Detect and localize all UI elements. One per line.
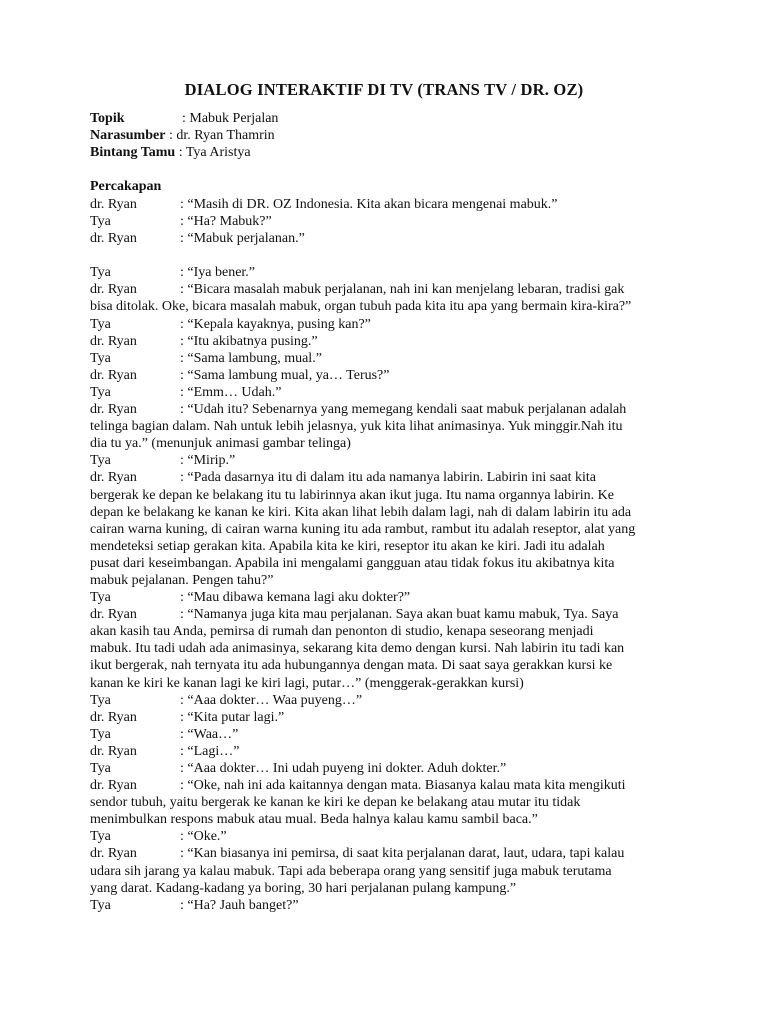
dialog-text: : “Kan biasanya ini pemirsa, di saat kita perjalanan darat, laut, udara, tapi kalau — [180, 846, 625, 862]
dialog-text: mendeteksi setiap gerakan kita. Apabila kita ke kiri, reseptor itu akan ke kiri. Jadi itu adalah — [90, 538, 605, 554]
speaker-name: dr. Ryan — [90, 709, 137, 725]
dialog-line — [90, 555, 690, 572]
meta-bintang-tamu-value: : Tya Aristya — [175, 145, 251, 160]
dialog-text: : “Itu akibatnya pusing.” — [180, 333, 318, 349]
dialog-line — [90, 487, 690, 504]
meta-topik-value: : Mabuk Perjalan — [182, 111, 279, 126]
dialog-text: : “Masih di DR. OZ Indonesia. Kita akan bicara mengenai mabuk.” — [180, 197, 558, 212]
dialog-text: : “Aaa dokter… Waa puyeng…” — [180, 692, 363, 708]
speaker-name: dr. Ryan — [90, 333, 137, 349]
meta-narasumber-value: : dr. Ryan Thamrin — [165, 128, 275, 143]
dialog-line — [90, 521, 690, 538]
dialog-text: : “Waa…” — [180, 726, 239, 742]
dialog-text: : “Namanya juga kita mau perjalanan. Saya akan buat kamu mabuk, Tya. Saya — [180, 607, 619, 623]
speaker-name: Tya — [90, 214, 111, 230]
dialog-line — [90, 572, 690, 589]
speaker-name: Tya — [90, 897, 111, 913]
dialog-line — [90, 692, 690, 709]
speaker-name: Tya — [90, 384, 111, 400]
dialog-text: : “Emm… Udah.” — [180, 384, 282, 400]
dialog-line — [90, 504, 690, 521]
dialog-text: : “Ha? Mabuk?” — [180, 214, 272, 230]
dialog-line — [90, 435, 690, 452]
dialog-line — [90, 606, 690, 623]
section-heading: Percakapan — [90, 179, 162, 194]
meta-narasumber-label: Narasumber — [90, 128, 166, 143]
dialog-line — [90, 384, 690, 401]
dialog-text: yang darat. Kadang-kadang ya boring, 30 hari perjalanan pulang kampung.” — [90, 880, 517, 896]
dialog-line — [90, 880, 690, 897]
dialog-line — [90, 760, 690, 777]
meta-topik — [90, 110, 278, 127]
dialog-line — [90, 298, 690, 315]
speaker-name: Tya — [90, 692, 111, 708]
speaker-name: dr. Ryan — [90, 743, 137, 759]
speaker-name: Tya — [90, 829, 111, 845]
dialog-line — [90, 333, 690, 350]
dialog-text: : “Aaa dokter… Ini udah puyeng ini dokter. Aduh dokter.” — [180, 761, 507, 776]
dialog-text: : “Udah itu? Sebenarnya yang memegang kendali saat mabuk perjalanan adalah — [180, 402, 627, 418]
dialog-line — [90, 777, 690, 794]
dialog-line — [90, 897, 690, 914]
dialog-text: : “Oke.” — [180, 829, 227, 845]
dialog-text: sendor tubuh, yaitu bergerak ke kanan ke kiri ke depan ke belakang atau mutar itu tidak — [90, 795, 581, 811]
dialog-line — [90, 709, 690, 726]
dialog-line — [90, 418, 690, 435]
speaker-name: dr. Ryan — [90, 367, 137, 383]
speaker-name: dr. Ryan — [90, 607, 137, 623]
dialog-line — [90, 367, 690, 384]
dialog-line — [90, 726, 690, 743]
dialog-text: cairan warna kuning, di cairan warna kuning itu ada rambut, rambut itu adalah reseptor, alat yang — [90, 521, 636, 537]
dialog-line — [90, 316, 690, 333]
conversation — [90, 196, 690, 914]
meta-bintang-tamu-label: Bintang Tamu — [90, 145, 176, 160]
dialog-text: ikut bergerak, nah ternyata itu ada hubungannya dengan mata. Di saat saya gerakkan kursi ke — [90, 658, 613, 674]
speaker-name: Tya — [90, 761, 111, 776]
speaker-name: dr. Ryan — [90, 778, 137, 794]
meta-topik-label: Topik — [90, 111, 125, 126]
dialog-text: : “Mau dibawa kemana lagi aku dokter?” — [180, 590, 411, 606]
dialog-line — [90, 589, 690, 606]
speaker-name: Tya — [90, 316, 111, 332]
dialog-text: bisa ditolak. Oke, bicara masalah mabuk, organ tubuh pada kita itu apa yang bermain kira-kira?” — [90, 299, 632, 315]
speaker-name: Tya — [90, 590, 111, 606]
dialog-text: akan kasih tau Anda, pemirsa di rumah dan penonton di studio, kenapa seseorang menjadi — [90, 624, 594, 640]
dialog-line — [90, 845, 690, 862]
document-title: DIALOG INTERAKTIF DI TV (TRANS TV / DR. OZ) — [184, 80, 584, 99]
dialog-text: kanan ke kiri ke kanan lagi ke kiri lagi, putar…” (menggerak-gerakkan kursi) — [90, 675, 524, 691]
dialog-line — [90, 794, 690, 811]
metadata-block — [90, 110, 278, 161]
dialog-line — [90, 640, 690, 657]
dialog-line — [90, 538, 690, 555]
paragraph-gap — [90, 247, 690, 264]
speaker-name: dr. Ryan — [90, 402, 137, 418]
dialog-text: : “Sama lambung, mual.” — [180, 350, 322, 366]
dialog-line — [90, 401, 690, 418]
dialog-text: : “Ha? Jauh banget?” — [180, 897, 299, 913]
dialog-text: : “Iya bener.” — [180, 265, 256, 281]
speaker-name: Tya — [90, 350, 111, 366]
dialog-text: telinga bagian dalam. Nah untuk lebih jelasnya, yuk kita lihat animasinya. Yuk minggir.Nah itu — [90, 419, 623, 435]
speaker-name: dr. Ryan — [90, 197, 137, 212]
dialog-text: : “Kepala kayaknya, pusing kan?” — [180, 316, 371, 332]
dialog-text: depan ke belakang ke kanan ke kiri. Kita akan lihat lebih dalam lagi, nah di dalam labirin itu ada — [90, 504, 632, 520]
dialog-text: : “Lagi…” — [180, 743, 240, 759]
dialog-text: mabuk pejalanan. Pengen tahu?” — [90, 572, 274, 588]
dialog-line — [90, 828, 690, 845]
meta-narasumber — [90, 127, 278, 144]
dialog-text: : “Oke, nah ini ada kaitannya dengan mata. Biasanya kalau mata kita mengikuti — [180, 778, 626, 794]
dialog-line — [90, 863, 690, 880]
dialog-line — [90, 264, 690, 281]
dialog-text: pusat dari keseimbangan. Apabila ini mengalami gangguan atau tidak fokus itu akibatnya kita — [90, 555, 615, 571]
dialog-line — [90, 196, 690, 213]
dialog-line — [90, 452, 690, 469]
dialog-line — [90, 213, 690, 230]
dialog-line — [90, 623, 690, 640]
dialog-text: menimbulkan respons mabuk atau mual. Beda halnya kalau kamu sambil baca.” — [90, 812, 538, 828]
dialog-line — [90, 743, 690, 760]
meta-bintang-tamu — [90, 144, 278, 161]
dialog-line — [90, 281, 690, 298]
dialog-text: dia tu ya.” (menunjuk animasi gambar telinga) — [90, 436, 351, 452]
dialog-text: : “Mabuk perjalanan.” — [180, 231, 305, 247]
dialog-text: : “Mirip.” — [180, 453, 236, 469]
speaker-name: dr. Ryan — [90, 846, 137, 862]
dialog-line — [90, 675, 690, 692]
speaker-name: Tya — [90, 453, 111, 469]
dialog-line — [90, 469, 690, 486]
dialog-line — [90, 657, 690, 674]
dialog-text: : “Sama lambung mual, ya… Terus?” — [180, 367, 390, 383]
speaker-name: Tya — [90, 726, 111, 742]
dialog-text: mabuk. Itu tadi udah ada animasinya, sekarang kita demo dengan kursi. Nah labirin itu tadi kan — [90, 641, 625, 657]
dialog-text: : “Bicara masalah mabuk perjalanan, nah ini kan menjelang lebaran, tradisi gak — [180, 282, 625, 298]
speaker-name: dr. Ryan — [90, 470, 137, 486]
speaker-name: Tya — [90, 265, 111, 281]
speaker-name: dr. Ryan — [90, 231, 137, 247]
dialog-text: bergerak ke depan ke belakang itu tu labirinnya akan ikut juga. Itu nama organnya labirin. Ke — [90, 487, 614, 503]
dialog-line — [90, 811, 690, 828]
dialog-line — [90, 230, 690, 247]
dialog-line — [90, 350, 690, 367]
speaker-name: dr. Ryan — [90, 282, 137, 298]
dialog-text: : “Pada dasarnya itu di dalam itu ada namanya labirin. Labirin ini saat kita — [180, 470, 596, 486]
dialog-text: udara sih jarang ya kalau mabuk. Tapi ada beberapa orang yang sensitif juga mabuk terutama — [90, 863, 612, 879]
dialog-text: : “Kita putar lagi.” — [180, 709, 285, 725]
